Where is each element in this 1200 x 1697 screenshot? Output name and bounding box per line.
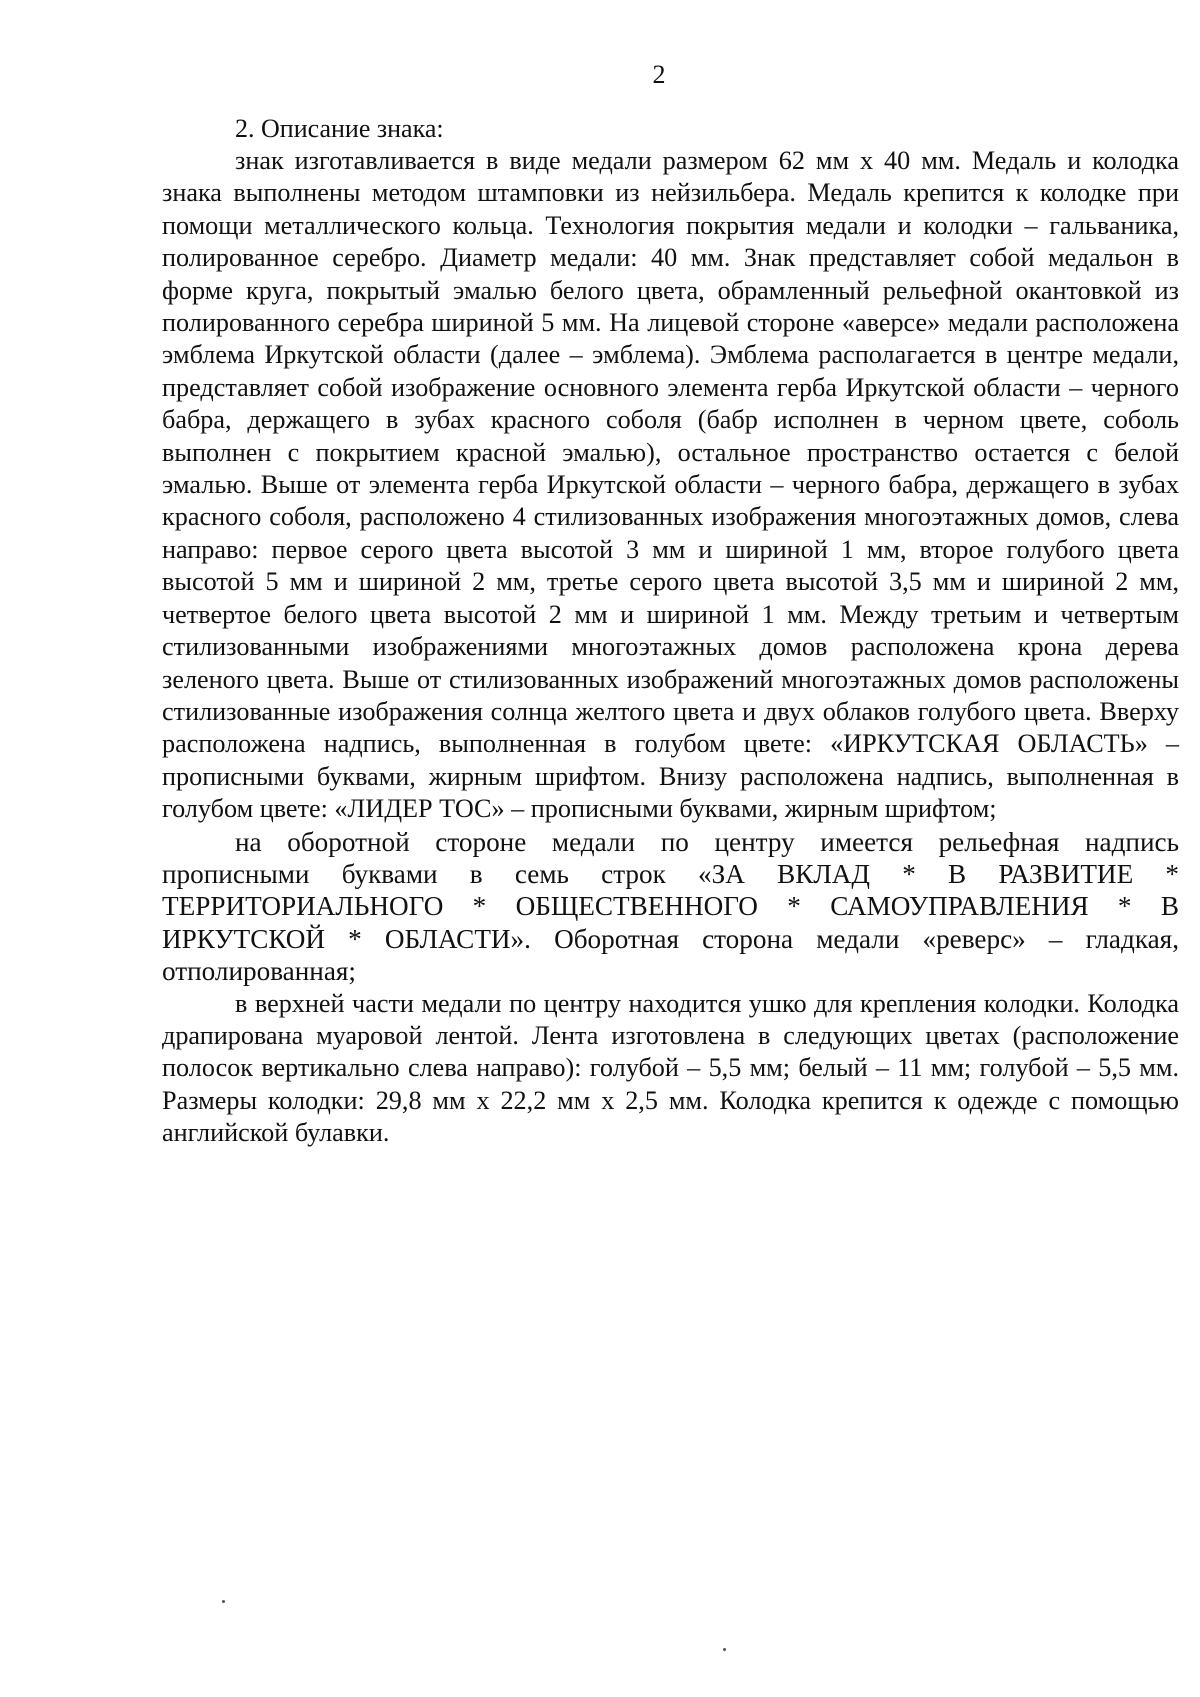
- scan-speck: [222, 1600, 225, 1603]
- section-body: [162, 145, 1179, 1150]
- scan-speck: [723, 1648, 726, 1651]
- page-number: 2: [652, 60, 666, 89]
- paragraph-medal-ribbon: в верхней части медали по центру находится ушко для крепления колодки. Колодка драпирована муаровой лентой. Лента изготовлена в следующих цветах (расположение полосок вертикально слева направо): голубой – 5,5 мм; белый – 11 мм; голубой – 5,5 мм. Размеры колодки: 29,8 мм х 22,2 мм х 2,5 мм. Колодка крепится к одежде с помощью английской булавки.: [162, 988, 1179, 1148]
- paragraph-medal-reverse: на оборотной стороне медали по центру имеется рельефная надпись прописными буквами в семь строк «ЗА ВКЛАД * В РАЗВИТИЕ * ТЕРРИТОРИАЛЬНОГО * ОБЩЕСТВЕННОГО * САМОУПРАВЛЕНИЯ * В ИРКУТСКОЙ * ОБЛАСТИ». Оборотная сторона медали «реверс» – гладкая, отполированная;: [162, 826, 1179, 987]
- section-heading: 2. Описание знака:: [235, 114, 444, 143]
- paragraph-medal-description: знак изготавливается в виде медали размером 62 мм х 40 мм. Медаль и колодка знака выполнены методом штамповки из нейзильбера. Медаль крепится к колодке при помощи металлического кольца. Технология покрытия медали и колодки – гальваника, полированное серебро. Диаметр медали: 40 мм. Знак представляет собой медальон в форме круга, покрытый эмалью белого цвета, обрамленный рельефной окантовкой из полированного серебра шириной 5 мм. На лицевой стороне «аверсе» медали расположена эмблема Иркутской области (далее – эмблема). Эмблема располагается в центре медали, представляет собой изображение основного элемента герба Иркутской области – черного бабра, держащего в зубах красного соболя (бабр исполнен в черном цвете, соболь выполнен с покрытием красной эмалью), остальное пространство остается с белой эмалью. Выше от элемента герба Иркутской области – черного бабра, держащего в зубах красного соболя, расположено 4 стилизованных изображения многоэтажных домов, слева направо: первое серого цвета высотой 3 мм и шириной 1 мм, второе голубого цвета высотой 5 мм и шириной 2 мм, третье серого цвета высотой 3,5 мм и шириной 2 мм, четвертое белого цвета высотой 2 мм и шириной 1 мм. Между третьим и четвертым стилизованными изображениями многоэтажных домов расположена крона дерева зеленого цвета. Выше от стилизованных изображений многоэтажных домов расположены стилизованные изображения солнца желтого цвета и двух облаков голубого цвета. Вверху расположена надпись, выполненная в голубом цвете: «ИРКУТСКАЯ ОБЛАСТЬ» – прописными буквами, жирным шрифтом. Внизу расположена надпись, выполненная в голубом цвете: «ЛИДЕР ТОС» – прописными буквами, жирным шрифтом;: [162, 146, 1179, 824]
